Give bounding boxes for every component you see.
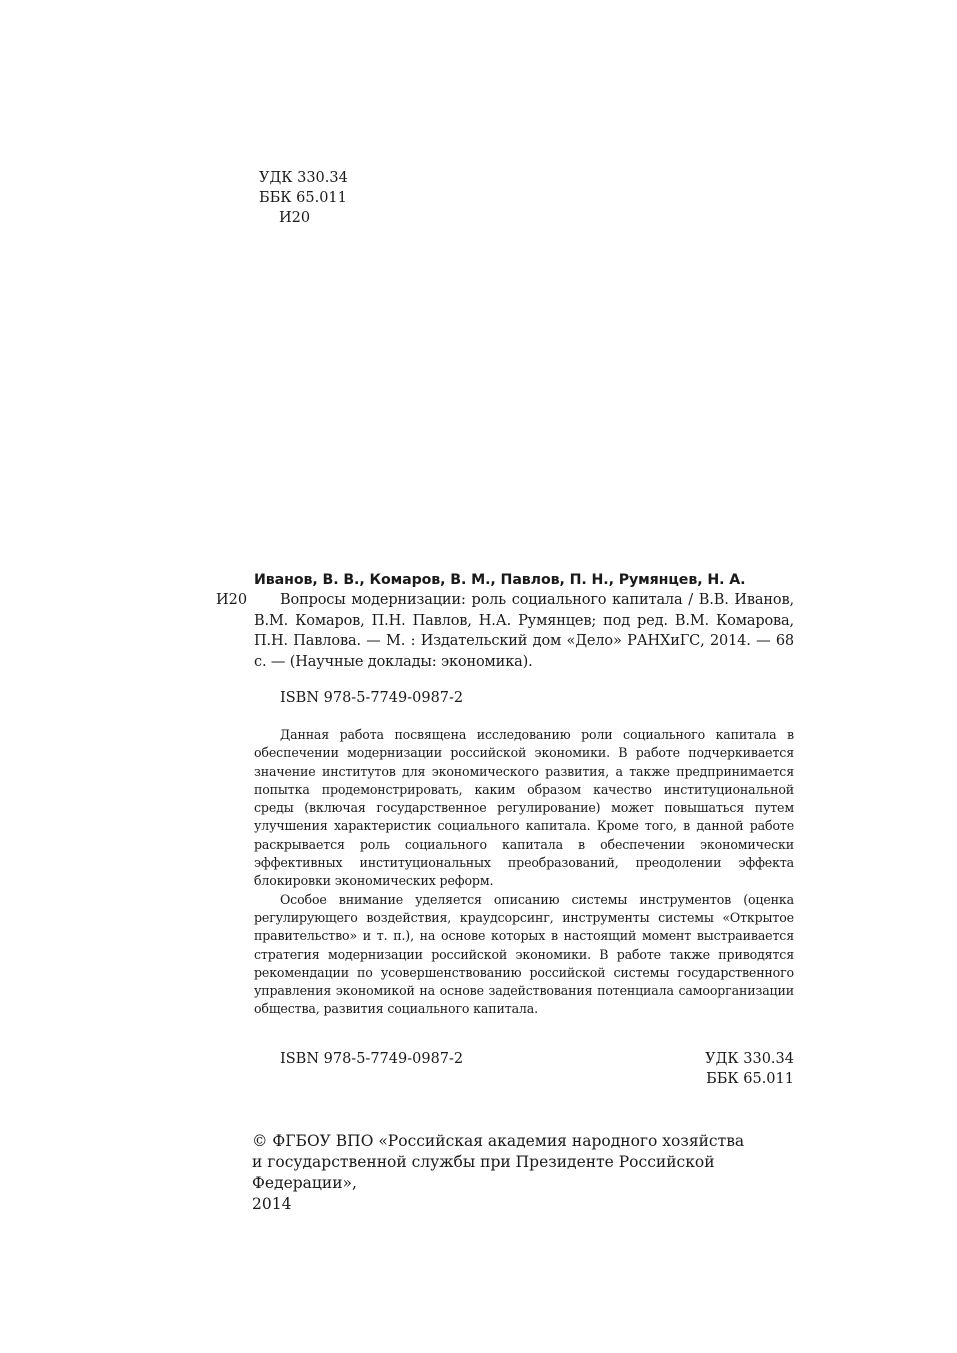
classification-codes-top [259, 168, 348, 228]
udk-code: УДК 330.34 [259, 170, 348, 186]
copyright-line-2: и государственной службы при Президенте Российской Федерации», [252, 1153, 715, 1192]
catalog-card [216, 570, 794, 1019]
card-authors: Иванов, В. В., Комаров, В. М., Павлов, П. Н., Румянцев, Н. А. [254, 572, 746, 588]
abstract-paragraph: Особое внимание уделяется описанию системы инструментов (оценка регулирующего воздействия, краудсорсинг, инструменты системы «Открытое правительство» и т. п.), на основе которых в настоящий момент выстраивается стратегия модернизации российской экономики. В работе также приводятся рекомендации по усовершенствованию российской системы государственного управления экономикой на основе задействования потенциала самоорганизации общества, развития социального капитала. [254, 891, 794, 1017]
abstract-paragraph: Данная работа посвящена исследованию роли социального капитала в обеспечении модернизации российской экономики. В работе подчеркивается значение институтов для экономического развития, а также предпринимается попытка продемонстрировать, каким образом качество институциональной среды (включая государственное регулирование) может повышаться путем улучшения характеристик социального капитала. Кроме того, в данной работе раскрывается роль социального капитала в обеспечении экономически эффективных институциональных преобразований, преодолении эффекта блокировки экономических реформ. [254, 727, 794, 889]
copyright-notice [252, 1131, 812, 1215]
bottom-codes-right [705, 1049, 794, 1089]
bottom-isbn: ISBN 978-5-7749-0987-2 [280, 1051, 464, 1067]
bbk-code: ББК 65.011 [259, 190, 347, 206]
bibliographic-description: Вопросы модернизации: роль социального капитала / В.В. Иванов, В.М. Комаров, П.Н. Павлов, Н.А. Румянцев; под ред. В.М. Комарова, П.Н. Павлова. — М. : Издательский дом «Дело» РАНХиГС, 2014. — 68 с. — (Научные доклады: экономика). [254, 592, 794, 670]
bottom-bbk: ББК 65.011 [706, 1071, 794, 1087]
card-isbn: ISBN 978-5-7749-0987-2 [280, 690, 464, 706]
copyright-year: 2014 [252, 1195, 292, 1213]
abstract [254, 726, 794, 1019]
author-sign: И20 [279, 210, 311, 226]
copyright-line-1: © ФГБОУ ВПО «Российская академия народного хозяйства [252, 1132, 745, 1150]
bottom-udk: УДК 330.34 [705, 1051, 794, 1067]
card-author-sign: И20 [216, 592, 248, 608]
